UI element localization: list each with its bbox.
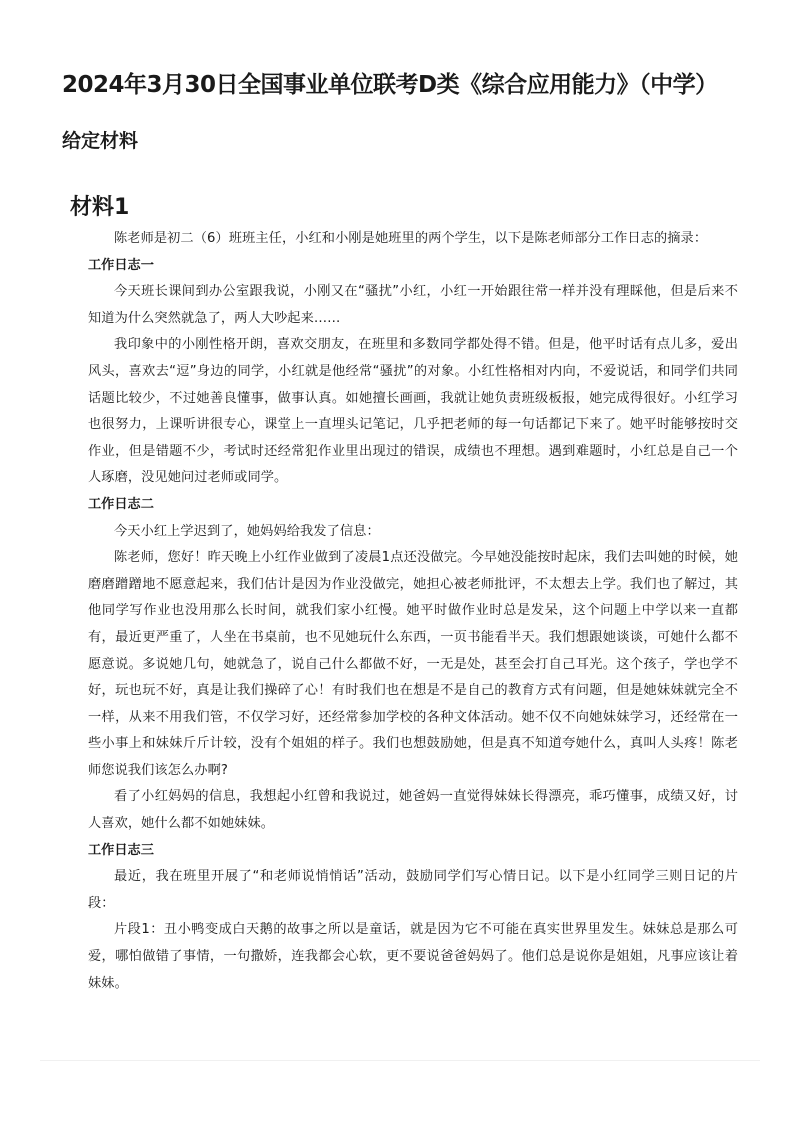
log-paragraph: 看了小红妈妈的信息，我想起小红曾和我说过，她爸妈一直觉得妹妹长得漂亮，乖巧懂事，成绩又好，讨人喜欢，她什么都不如她妹妹。	[88, 789, 738, 832]
material-heading: 材料1	[70, 195, 130, 220]
document-title: 2024年3月30日全国事业单位联考D类《综合应用能力》（中学）	[62, 72, 718, 98]
log-paragraph: 最近，我在班里开展了“和老师说悄悄话”活动，鼓励同学们写心情日记。以下是小红同学三则日记的片段：	[88, 869, 738, 911]
page-divider	[40, 1060, 760, 1061]
section-heading: 给定材料	[62, 130, 139, 152]
log-paragraph: 陈老师，您好！昨天晚上小红作业做到了凌晨1点还没做完。今早她没能按时起床，我们去叫她的时候，她磨磨蹭蹭地不愿意起来，我们估计是因为作业没做完，她担心被老师批评，不太想去上学。我们也了解过，其他同学写作业也没用那么长时间，就我们家小红慢。她平时做作业时总是发呆，这个问题上中学以来一直都有，最近更严重了，人坐在书桌前，也不见她玩什么东西，一页书能看半天。我们想跟她谈谈，可她什么都不愿意说。多说她几句，她就急了，说自己什么都做不好，一无是处，甚至会打自己耳光。这个孩子，学也学不好，玩也玩不好，真是让我们操碎了心！有时我们也在想是不是自己的教育方式有问题，但是她妹妹就完全不一样，从来不用我们管，不仅学习好，还经常参加学校的各种文体活动。她不仅不向她妹妹学习，还经常在一些小事上和妹妹斤斤计较，没有个姐姐的样子。我们也想鼓励她，但是真不知道夸她什么，真叫人头疼！陈老师您说我们该怎么办啊?	[88, 550, 738, 778]
log-paragraph: 我印象中的小刚性格开朗，喜欢交朋友，在班里和多数同学都处得不错。但是，他平时话有点儿多，爱出风头，喜欢去“逗”身边的同学，小红就是他经常“骚扰”的对象。小红性格相对内向，不爱说话，和同学们共同话题比较少，不过她善良懂事，做事认真。如她擅长画画，我就让她负责班级板报，她完成得很好。小红学习也很努力，上课听讲很专心，课堂上一直埋头记笔记，几乎把老师的每一句话都记下来了。她平时能够按时交作业，但是错题不少，考试时还经常犯作业里出现过的错误，成绩也不理想。遇到难题时，小红总是自己一个人琢磨，没见她问过老师或同学。	[88, 337, 738, 486]
log-paragraph: 片段1：丑小鸭变成白天鹅的故事之所以是童话，就是因为它不可能在真实世界里发生。妹妹总是那么可爱，哪怕做错了事情，一句撒娇，连我都会心软，更不要说爸爸妈妈了。他们总是说你是姐姐，凡事应该让着妹妹。	[88, 922, 738, 991]
work-log-heading: 工作日志三	[88, 842, 154, 858]
work-log-heading: 工作日志一	[88, 257, 154, 273]
work-log-heading: 工作日志二	[88, 496, 154, 512]
material-body	[88, 226, 738, 997]
intro-paragraph: 陈老师是初二（6）班班主任，小红和小刚是她班里的两个学生，以下是陈老师部分工作日志的摘录：	[114, 231, 708, 246]
log-paragraph: 今天班长课间到办公室跟我说，小刚又在“骚扰”小红，小红一开始跟往常一样并没有理睬他，但是后来不知道为什么突然就急了，两人大吵起来……	[88, 284, 738, 326]
log-paragraph: 今天小红上学迟到了，她妈妈给我发了信息：	[114, 523, 380, 539]
